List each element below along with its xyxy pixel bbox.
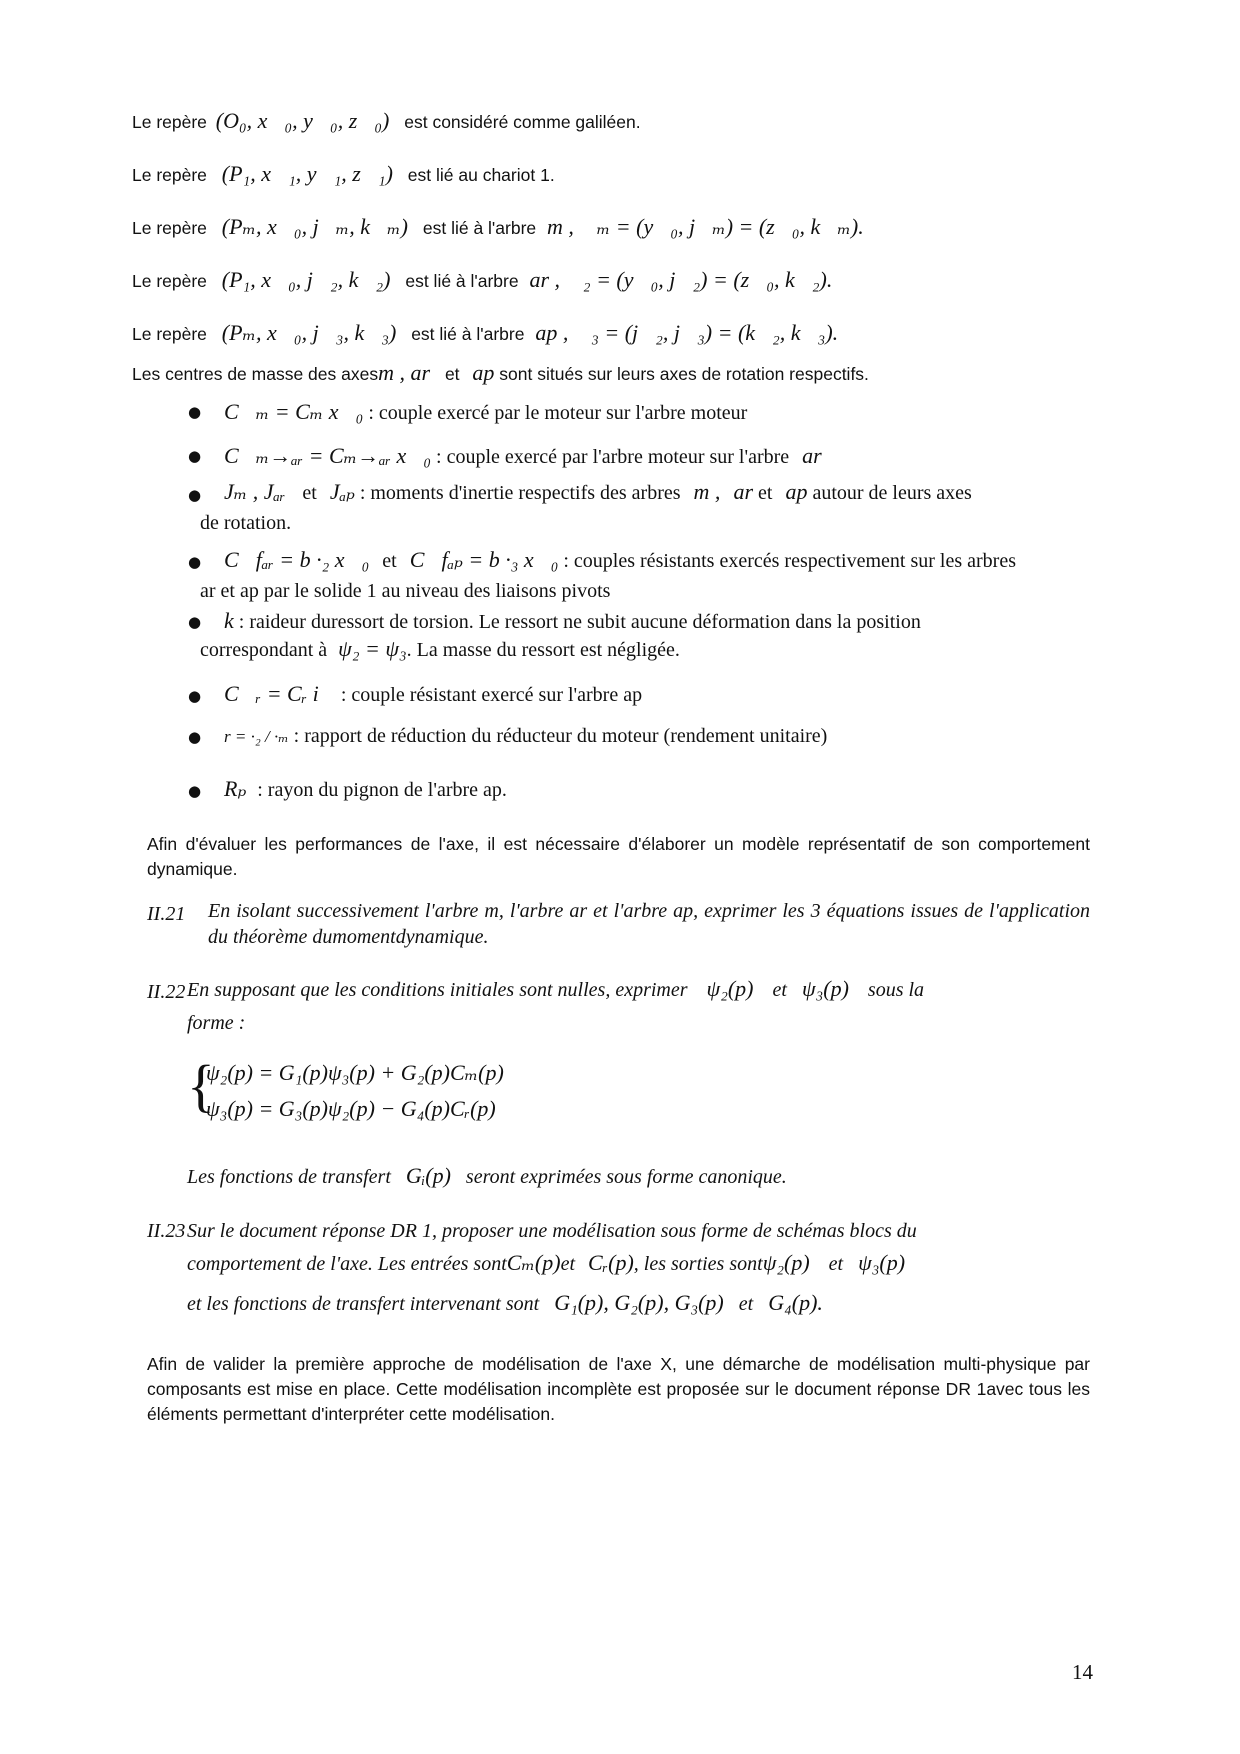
frame-math: (Pₘ, x⃗₀, j⃗₃, k⃗₃) [221, 320, 397, 345]
question-text: sous la [867, 979, 925, 1001]
bullet-math: r = ·₂ / ·ₘ [224, 727, 289, 746]
bullet-dot: ● [188, 486, 202, 504]
question-text: et les fonctions de transfert intervenant sont [187, 1293, 540, 1315]
question-text: et [828, 1253, 844, 1275]
centres-ar: ar [410, 360, 431, 385]
bullet-item-0 [224, 394, 1090, 431]
question-text: seront exprimées sous forme canonique. [465, 1166, 787, 1188]
bullet-var-ap: ap [785, 479, 808, 504]
question-22-line2: forme : [187, 1012, 246, 1034]
bullet-dot: ● [188, 687, 202, 705]
equation-brace: { [187, 1053, 215, 1118]
frame-suffix: est lié à l'arbre [422, 218, 537, 238]
frame-arbre: ar , [529, 267, 561, 292]
bullet-text: et [302, 482, 317, 504]
bullet-math: C⃗ₘ→ₐᵣ = Cₘ→ₐᵣ x⃗₀ [224, 443, 432, 468]
bullet-item-6 [224, 718, 1090, 755]
psi2-math: ψ₂(p) [706, 976, 754, 1001]
bullet-math-2: C⃗fₐₚ = b ·₃ x⃗₀ [409, 547, 559, 572]
frame-line-1 [132, 161, 555, 187]
bullet-text-2: . La masse du ressort est négligée. [406, 639, 680, 661]
bullet-var-ar: ar [733, 479, 753, 504]
centres-et: et [444, 364, 460, 384]
bullet-item-2 [224, 474, 1090, 511]
frame-line-3 [132, 267, 832, 293]
bullet-dot: ● [188, 613, 202, 631]
bullet-text: : raideur duressort de torsion. Le ressort ne subit aucune déformation dans la position [238, 611, 921, 633]
bullet-dot: ● [188, 447, 202, 465]
psi3-math: ψ₃(p) [858, 1250, 906, 1275]
frame-suffix: est lié à l'arbre [405, 271, 519, 291]
centres-text-end: sont situés sur leurs axes de rotation respectifs. [499, 364, 869, 384]
page-number: 14 [1072, 1660, 1093, 1684]
frame-prefix: Le repère [132, 112, 207, 132]
frame-prefix: Le repère [132, 271, 207, 291]
frame-math: (P₁, x⃗₁, y⃗₁, z⃗₁) [221, 161, 393, 186]
frame-angle-def: ₃ = (j⃗₂, j⃗₃) = (k⃗₂, k⃗₃). [591, 320, 839, 345]
frame-line-4 [132, 320, 838, 346]
question-et: et [772, 979, 787, 1001]
frame-math: (P₁, x⃗₀, j⃗₂, k⃗₂) [221, 267, 391, 292]
bullet-dot: ● [188, 553, 202, 571]
bullet-text-3: et [758, 482, 773, 504]
psi3-math: ψ₃(p) [801, 976, 849, 1001]
bullet-text-2: : couples résistants exercés respectivement sur les arbres [563, 550, 1016, 572]
question-23-line3 [187, 1290, 823, 1316]
question-number: II.22 [147, 981, 186, 1003]
question-number: II.23 [147, 1220, 186, 1242]
bullet-item-4 [224, 603, 1090, 640]
frame-angle-def: ₘ = (y⃗₀, j⃗ₘ) = (z⃗₀, k⃗ₘ). [596, 214, 864, 239]
bullet-dot: ● [188, 728, 202, 746]
bullet-math: C⃗fₐᵣ = b ·₂ x⃗₀ [224, 547, 370, 572]
bullet-item-2-line2: de rotation. [200, 512, 292, 534]
cr-math: Cᵣ(p) [588, 1250, 634, 1275]
bullet-item-3 [224, 542, 1090, 579]
question-text: En isolant successivement l'arbre m, l'arbre ar et l'arbre ap, exprimer les 3 équations issues de l'application du théorème dumomentdynamique. [208, 900, 1090, 948]
question-text: Les fonctions de transfert [187, 1166, 391, 1188]
gi-math: Gᵢ(p) [405, 1163, 451, 1188]
bullet-text: correspondant à [200, 639, 328, 661]
frame-math: (Pₘ, x⃗₀, j⃗ₘ, k⃗ₘ) [221, 214, 408, 239]
question-22-line1 [187, 976, 1090, 1002]
frame-line-0 [132, 108, 641, 134]
frame-angle-def: ₂ = (y⃗₀, j⃗₂) = (z⃗₀, k⃗₂). [582, 267, 833, 292]
centres-comma: , [394, 360, 411, 385]
frame-suffix: est lié à l'arbre [411, 324, 525, 344]
transfer-functions-line [187, 1163, 787, 1189]
bullet-math: C⃗ₘ = Cₘ x⃗₀ [224, 399, 364, 424]
bullet-math-2: Jₐₚ [329, 479, 355, 504]
bullet-text: et [382, 550, 397, 572]
question-text: , les sorties sont [633, 1253, 763, 1275]
centres-text: Les centres de masse des axes [132, 364, 379, 384]
bullet-item-1 [224, 438, 1090, 475]
bullet-item-7 [224, 771, 1090, 808]
psi2-math: ψ₂(p) [762, 1250, 810, 1275]
bullet-item-5 [224, 676, 1090, 713]
g-transfer-math: G₁(p), G₂(p), G₃(p) [554, 1290, 724, 1315]
frame-suffix: est considéré comme galiléen. [404, 112, 641, 132]
bullet-tail: ar [802, 443, 822, 468]
frame-prefix: Le repère [132, 218, 207, 238]
frame-suffix: est lié au chariot 1. [407, 165, 555, 185]
bullet-item-3-line2: ar et ap par le solide 1 au niveau des liaisons pivots [200, 580, 611, 602]
bullet-text: : rapport de réduction du réducteur du moteur (rendement unitaire) [293, 725, 828, 747]
bullet-text-4: autour de leurs axes [812, 482, 972, 504]
equation-1: ψ₂(p) = G₁(p)ψ₃(p) + G₂(p)Cₘ(p) [206, 1060, 504, 1085]
question-number: II.21 [147, 903, 186, 925]
centres-ap: ap [472, 360, 495, 385]
bullet-math: Jₘ , Jₐᵣ [224, 479, 286, 504]
bullet-math: C⃗ᵣ = Cᵣ i⃗ [224, 681, 336, 706]
frame-prefix: Le repère [132, 324, 207, 344]
bullet-text-2: : moments d'inertie respectifs des arbres [359, 482, 681, 504]
question-23-line2 [187, 1250, 905, 1276]
question-text: et [560, 1253, 576, 1275]
cm-math: Cₘ(p) [506, 1250, 561, 1275]
bullet-text: : couple exercé par le moteur sur l'arbre moteur [368, 402, 748, 424]
final-paragraph: Afin de valider la première approche de modélisation de l'axe X, une démarche de modélisation multi-physique par composants est mise en place. Cette modélisation incomplète est proposée sur le document réponse DR 1avec tous les éléments permettant d'interpréter cette modélisation. [147, 1354, 1090, 1424]
bullet-text: : couple exercé par l'arbre moteur sur l'arbre [436, 446, 790, 468]
question-text: et [738, 1293, 754, 1315]
g4-math: G₄(p). [768, 1290, 823, 1315]
bullet-dot: ● [188, 403, 202, 421]
frame-prefix: Le repère [132, 165, 207, 185]
frame-line-2 [132, 214, 864, 240]
question-text: comportement de l'axe. Les entrées sont [187, 1253, 507, 1275]
intro-paragraph: Afin d'évaluer les performances de l'axe, il est nécessaire d'élaborer un modèle représentatif de son comportement dynamique. [147, 834, 1090, 879]
bullet-var-m: m , [693, 479, 721, 504]
frame-math: (O₀, x⃗₀, y⃗₀, z⃗₀) [215, 108, 390, 133]
bullet-dot: ● [188, 782, 202, 800]
question-text: En supposant que les conditions initiales sont nulles, exprimer [187, 979, 688, 1001]
bullet-math: k [224, 608, 234, 633]
equation-2: ψ₃(p) = G₃(p)ψ₂(p) − G₄(p)Cᵣ(p) [206, 1096, 496, 1121]
bullet-math-2: ψ₂ = ψ₃ [338, 636, 407, 661]
question-23-line1: Sur le document réponse DR 1, proposer une modélisation sous forme de schémas blocs du [187, 1220, 917, 1242]
bullet-item-4-line2 [200, 636, 680, 662]
frame-arbre: ap , [535, 320, 569, 345]
bullet-text: : couple résistant exercé sur l'arbre ap [340, 684, 643, 706]
frame-arbre: m , [547, 214, 574, 239]
centres-line [132, 360, 869, 386]
centres-m: m [378, 360, 394, 385]
bullet-text: : rayon du pignon de l'arbre ap. [257, 779, 507, 801]
bullet-math: Rₚ [224, 776, 247, 801]
